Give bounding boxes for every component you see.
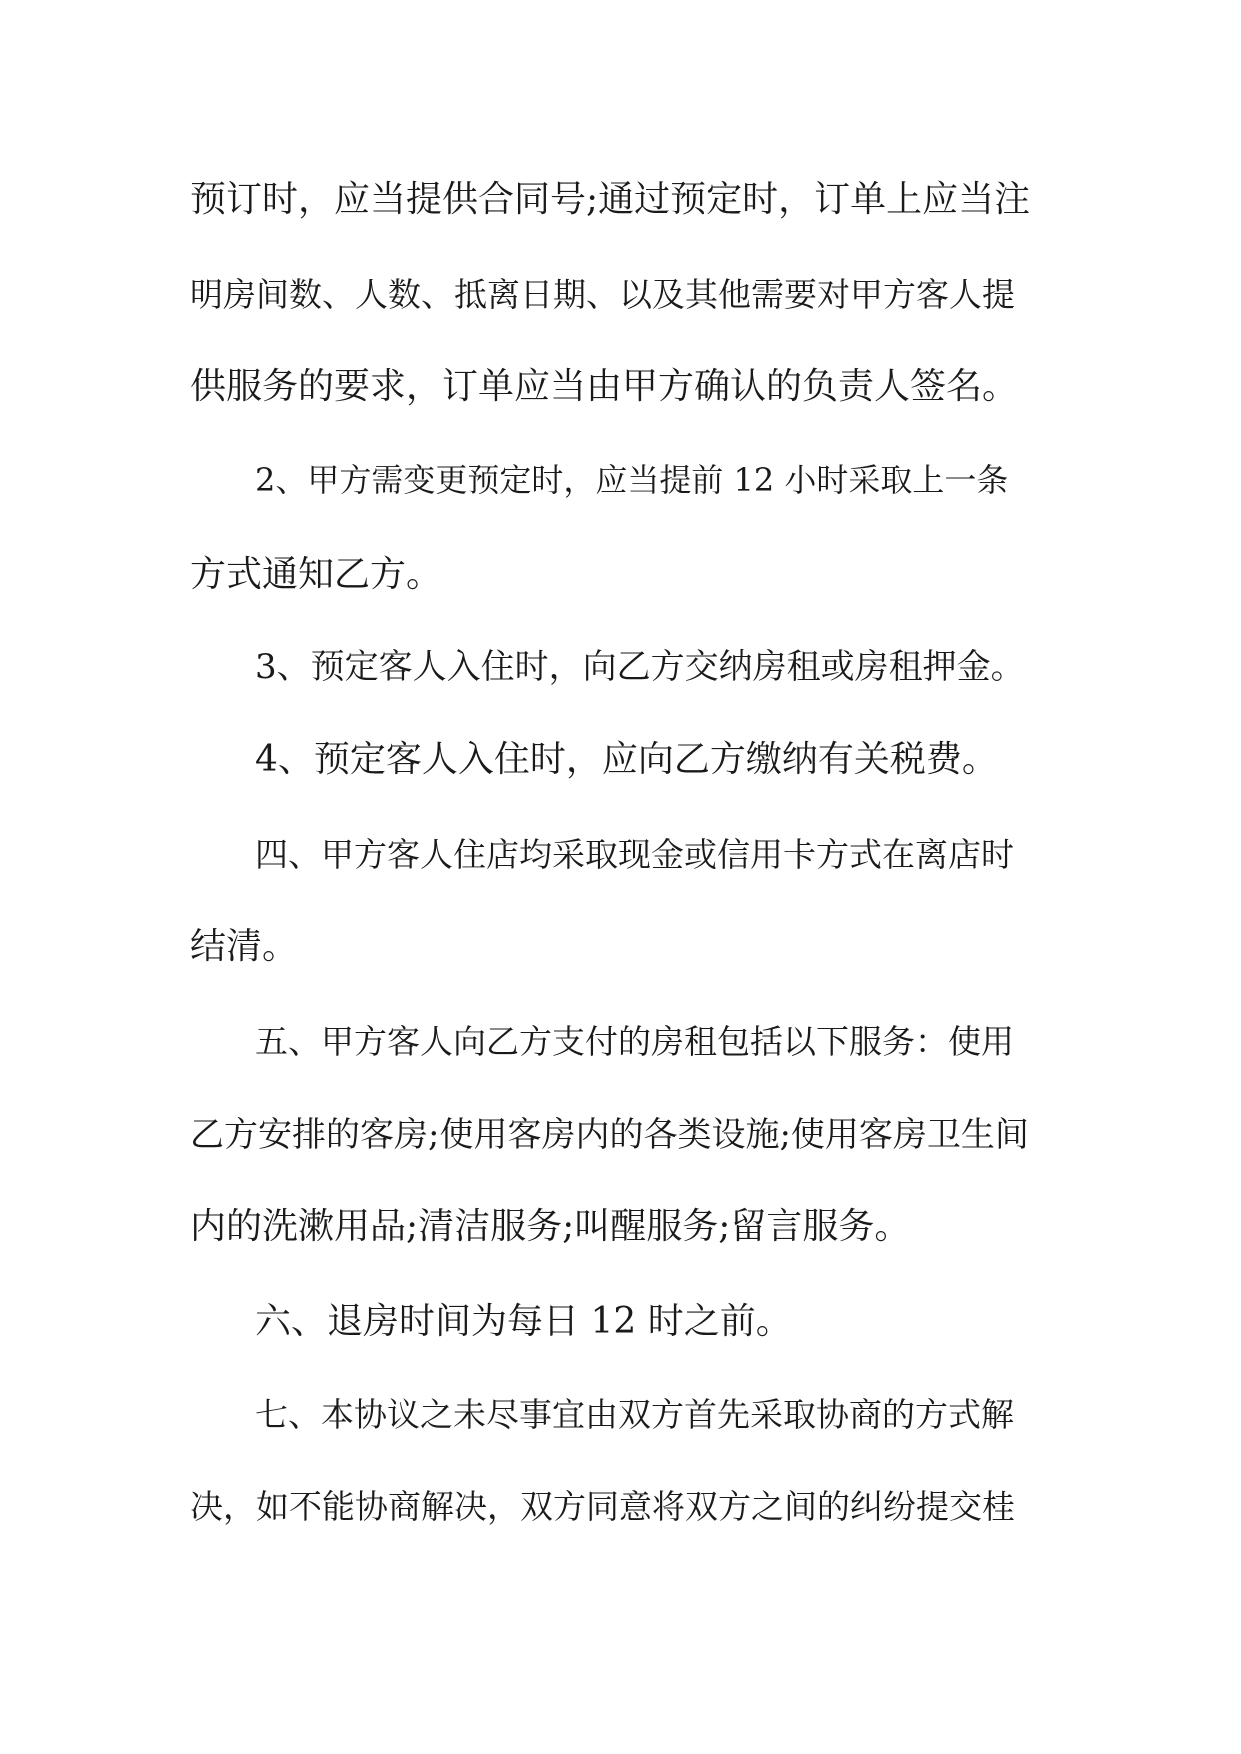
text-line-5: 方式通知乙方。 — [190, 554, 443, 595]
text-line-15: 决，如不能协商解决，双方同意将双方之间的纠纷提交桂 — [190, 1487, 1015, 1526]
text-line-2: 明房间数、人数、抵离日期、以及其他需要对甲方客人提 — [190, 275, 1015, 314]
text-line-13: 六、退房时间为每日 12 时之前。 — [255, 1301, 792, 1342]
text-line-1-part-1: 预订时，应当提供合同号;通过 — [190, 179, 671, 220]
text-line-11: 乙方安排的客房;使用客房内的各类设施;使用客房卫生间 — [190, 1115, 1029, 1155]
text-line-10: 五、甲方客人向乙方支付的房租包括以下服务：使用 — [255, 1022, 1014, 1061]
text-line-6: 3、预定客人入住时，向乙方交纳房租或房租押金。 — [255, 647, 1025, 687]
text-line-7: 4、预定客人入住时，应向乙方缴纳有关税费。 — [255, 739, 998, 780]
text-line-4: 2、甲方需变更预定时，应当提前 12 小时采取上一条 — [255, 461, 1009, 499]
text-line-1-part-2: 预定时，订单上应当注 — [670, 179, 1030, 220]
text-line-14: 七、本协议之未尽事宜由双方首先采取协商的方式解 — [255, 1395, 1014, 1434]
text-line-12: 内的洗漱用品;清洁服务;叫醒服务;留言服务。 — [190, 1206, 911, 1247]
text-line-1 — [190, 175, 1030, 225]
text-line-8: 四、甲方客人住店均采取现金或信用卡方式在离店时 — [255, 835, 1014, 874]
text-line-9: 结清。 — [190, 926, 299, 967]
text-line-3: 供服务的要求，订单应当由甲方确认的负责人签名。 — [190, 366, 1019, 407]
